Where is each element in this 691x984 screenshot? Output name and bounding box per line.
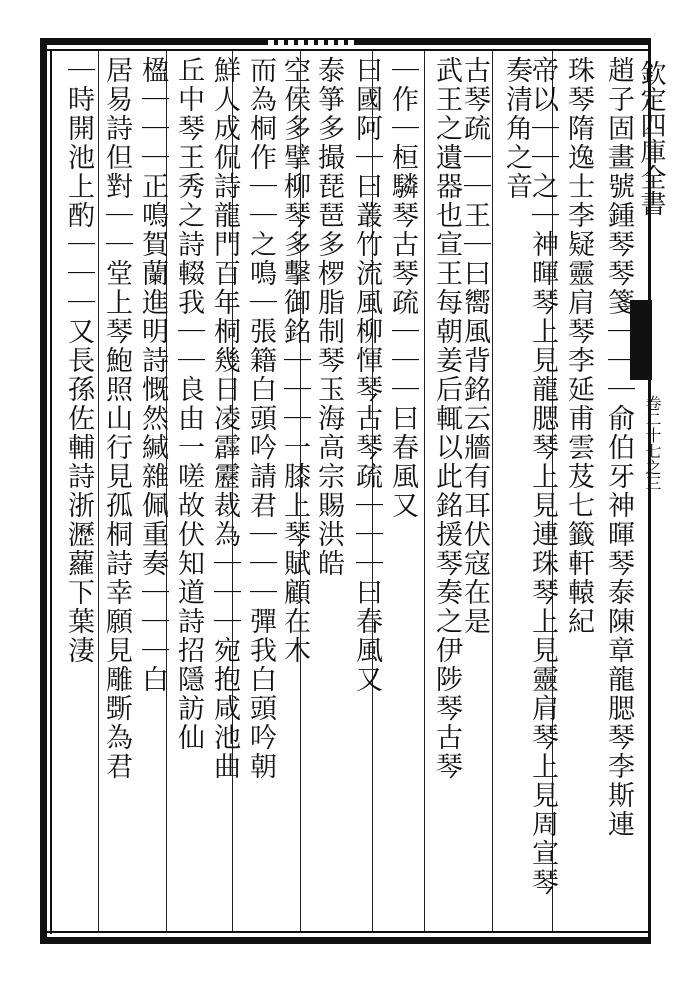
text-column: ｜時開池上酌｜｜｜又長孫佐輔詩浙瀝蘿下葉淒 [63, 56, 94, 665]
text-column: 而為桐作｜｜之鳴｜張籍白頭吟請君｜｜｜彈我白頭吟朝 [245, 56, 276, 781]
text-column: 泰箏多撮琵琶多椤脂制琴玉海高宗賜洪皓 [313, 56, 344, 578]
text-column: 空侯多擘柳琴多擊御銘｜｜｜一膝上琴賦顧在木 [279, 56, 310, 665]
text-column: 鮮人成侃詩龍門百年桐幾日凌霹靂裁為｜｜｜宛抱咸池曲 [209, 56, 240, 781]
text-column: ｜作｜桓驎琴古琴疏｜｜｜曰春風又 [387, 56, 418, 520]
text-column: 帝以｜｜之｜神暉琴上見龍腮琴上見連珠琴上見靈肩琴上見周宣琴 [527, 56, 558, 897]
frame-left-border [40, 38, 47, 944]
frame-bottom-inner-border [40, 931, 651, 933]
frame-bottom-border [40, 937, 651, 944]
text-column: 居易詩但對｜｜堂上琴鮑照山行見孤桐詩幸願見雕斲為君 [101, 56, 132, 781]
chapter-label: 卷二十七之三 [643, 395, 662, 491]
text-column: 奏清角之音 [501, 56, 532, 201]
text-column: 武王之遺器也宣王每朝姜后輒以此銘援琴奏之伊陟琴古琴 [431, 56, 462, 781]
text-column: 珠琴隋逸士李疑靈肩琴李延甫雲芨七籤軒轅紀 [563, 56, 594, 636]
text-column: 曰國阿｜曰叢竹流風柳惲琴古琴疏｜｜｜曰春風又 [351, 56, 382, 694]
frame-left-inner-border [50, 50, 52, 934]
text-column: 楹｜｜｜正鳴賀蘭進明詩慨然緘雜佩重奏｜｜｜白 [137, 56, 168, 694]
frame-top-inner-border [40, 49, 651, 51]
top-center-mark [268, 40, 358, 45]
text-column: 趙子固畫號鍾琴琴箋｜｜｜俞伯牙神暉琴泰陳章龍腮琴李斯連 [603, 56, 634, 839]
text-column: 丘中琴王秀之詩輟我｜｜良由一嗟故伏知道詩招隱訪仙 [173, 56, 204, 752]
text-column: 古琴疏｜｜王｜曰嚮風背銘云牆有耳伏寇在是 [459, 56, 490, 636]
book-title: 欽定四庫全書 [636, 60, 666, 216]
